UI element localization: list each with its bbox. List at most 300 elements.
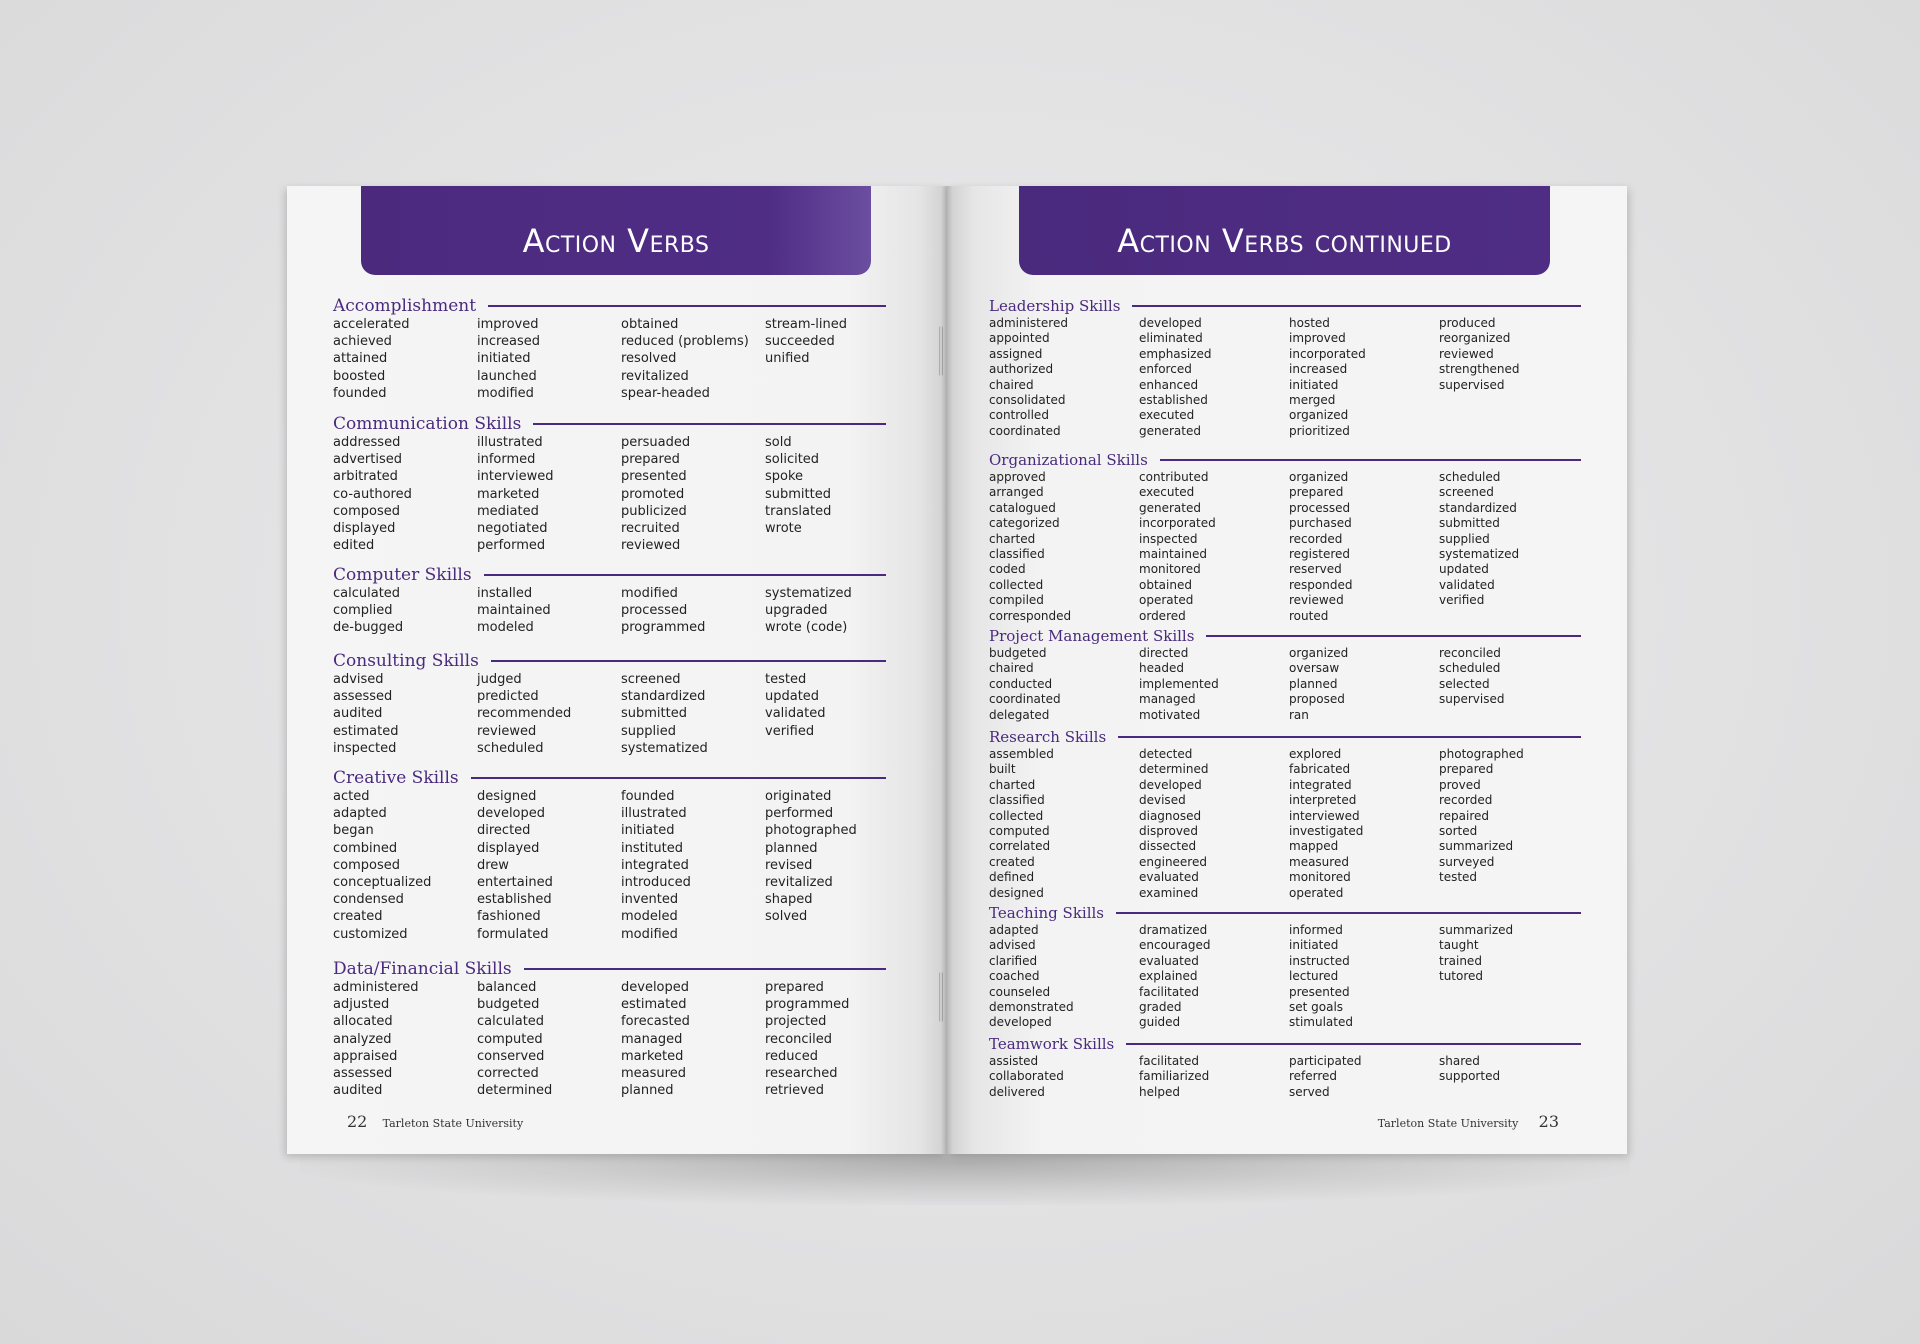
verb-item: scheduled	[477, 740, 544, 756]
verb-item: helped	[1139, 1084, 1180, 1099]
verb-item: diagnosed	[1139, 808, 1202, 823]
verb-item: charted	[989, 777, 1036, 792]
verb-item: managed	[621, 1031, 683, 1047]
verb-column	[1289, 470, 1439, 624]
section-header	[333, 651, 886, 671]
section-leadership-skills	[989, 296, 1581, 439]
verb-column	[477, 979, 621, 1099]
verb-column	[765, 585, 909, 637]
verb-item: surveyed	[1439, 854, 1495, 869]
verb-item: tested	[1439, 870, 1478, 885]
verb-item: launched	[477, 368, 537, 384]
verb-item: corresponded	[989, 608, 1072, 623]
verb-item: served	[1289, 1084, 1330, 1099]
verb-item: reviewed	[1289, 593, 1344, 608]
verb-column	[1439, 646, 1589, 723]
verb-item: resolved	[621, 351, 677, 367]
verb-column	[1289, 646, 1439, 723]
verb-item: mapped	[1289, 839, 1339, 854]
verb-item: initiated	[621, 823, 675, 839]
verb-item: verified	[1439, 593, 1485, 608]
section-header	[989, 450, 1581, 470]
verb-item: improved	[477, 317, 539, 332]
section-title: Accomplishment	[333, 296, 477, 316]
verb-column	[1139, 470, 1289, 624]
verb-item: guided	[1139, 1015, 1181, 1030]
verb-item: collected	[989, 577, 1044, 592]
section-rule	[1206, 635, 1581, 637]
verb-columns	[333, 316, 886, 402]
verb-item: designed	[989, 885, 1044, 900]
verb-item: registered	[1289, 547, 1351, 562]
verb-item: dissected	[1139, 839, 1197, 854]
verb-item: illustrated	[621, 806, 687, 822]
verb-column	[1139, 747, 1289, 901]
verb-item: modified	[621, 586, 678, 601]
verb-item: calculated	[333, 586, 401, 601]
verb-column	[621, 788, 765, 943]
section-rule	[471, 777, 886, 779]
verb-columns	[989, 923, 1581, 1031]
verb-item: summarized	[1439, 839, 1514, 854]
verb-item: consolidated	[989, 393, 1066, 408]
verb-item: wrote (code)	[765, 620, 848, 636]
verb-item: ran	[1289, 707, 1309, 722]
verb-item: submitted	[621, 706, 687, 722]
section-teamwork-skills	[989, 1034, 1581, 1100]
verb-item: marketed	[477, 486, 540, 502]
verb-item: reduced (problems)	[621, 334, 749, 350]
verb-item: customized	[333, 926, 408, 942]
section-rule	[524, 968, 886, 970]
verb-item: engineered	[1139, 854, 1207, 869]
verb-item: shared	[1439, 1054, 1480, 1068]
verb-item: supplied	[621, 723, 676, 739]
section-title: Leadership Skills	[989, 297, 1121, 315]
right-page	[947, 186, 1627, 1154]
verb-item: recommended	[477, 706, 572, 722]
verb-item: obtained	[621, 317, 679, 332]
section-rule	[1132, 305, 1581, 307]
verb-item: integrated	[1289, 777, 1352, 792]
verb-item: budgeted	[477, 997, 540, 1013]
section-rule	[1160, 459, 1581, 461]
verb-item: contributed	[1139, 470, 1209, 484]
verb-item: arranged	[989, 485, 1044, 500]
verb-item: addressed	[333, 435, 401, 450]
left-header-title: Action Verbs	[522, 221, 710, 260]
verb-item: chaired	[989, 661, 1034, 676]
verb-column	[477, 585, 621, 637]
verb-column	[989, 470, 1139, 624]
verb-item: created	[333, 909, 383, 925]
verb-item: prepared	[621, 452, 680, 468]
verb-item: processed	[621, 603, 688, 619]
verb-item: examined	[1139, 885, 1199, 900]
verb-item: conceptualized	[333, 875, 432, 891]
verb-item: administered	[333, 980, 419, 995]
verb-item: reserved	[1289, 562, 1342, 577]
verb-item: adapted	[333, 806, 387, 822]
verb-item: developed	[1139, 777, 1202, 792]
section-communication-skills	[333, 414, 886, 554]
verb-item: systematized	[1439, 547, 1520, 562]
verb-item: disproved	[1139, 824, 1198, 839]
verb-item: standardized	[1439, 500, 1517, 515]
verb-column	[765, 434, 909, 554]
verb-item: estimated	[621, 997, 687, 1013]
section-title: Teamwork Skills	[989, 1035, 1115, 1053]
verb-item: merged	[1289, 393, 1336, 408]
verb-item: updated	[765, 689, 820, 705]
verb-item: acted	[333, 789, 370, 804]
verb-item: clarified	[989, 953, 1038, 968]
verb-item: displayed	[333, 521, 396, 537]
verb-item: reviewed	[1439, 346, 1494, 361]
verb-item: achieved	[333, 334, 392, 350]
verb-item: assigned	[989, 346, 1043, 361]
verb-column	[621, 434, 765, 554]
verb-item: audited	[333, 706, 383, 722]
verb-item: established	[477, 892, 552, 908]
section-organizational-skills	[989, 450, 1581, 624]
verb-item: displayed	[477, 840, 540, 856]
verb-item: planned	[1289, 676, 1338, 691]
verb-column	[333, 585, 477, 637]
verb-item: approved	[989, 470, 1046, 484]
verb-item: combined	[333, 840, 398, 856]
verb-item: allocated	[333, 1014, 393, 1030]
verb-item: succeeded	[765, 334, 835, 350]
verb-item: solicited	[765, 452, 820, 468]
verb-columns	[989, 316, 1581, 439]
verb-column	[989, 923, 1139, 1031]
verb-item: directed	[477, 823, 531, 839]
verb-item: appointed	[989, 331, 1050, 346]
verb-columns	[333, 979, 886, 1099]
verb-column	[621, 671, 765, 757]
verb-item: emphasized	[1139, 346, 1212, 361]
verb-item: adjusted	[333, 997, 390, 1013]
section-project-management-skills	[989, 626, 1581, 723]
verb-item: obtained	[1139, 577, 1192, 592]
section-title: Data/Financial Skills	[333, 959, 512, 979]
section-header	[989, 903, 1581, 923]
booklet-shadow	[300, 1145, 1630, 1205]
verb-item: supervised	[1439, 692, 1505, 707]
verb-item: retrieved	[765, 1083, 825, 1099]
verb-item: judged	[477, 672, 522, 687]
section-title: Research Skills	[989, 728, 1107, 746]
verb-item: assembled	[989, 747, 1054, 761]
verb-item: executed	[1139, 485, 1195, 500]
verb-item: spoke	[765, 469, 804, 485]
verb-item: defined	[989, 870, 1035, 885]
verb-item: forecasted	[621, 1014, 690, 1030]
verb-item: standardized	[621, 689, 706, 705]
verb-item: detected	[1139, 747, 1193, 761]
verb-item: administered	[989, 316, 1068, 330]
verb-item: prepared	[1439, 762, 1494, 777]
verb-columns	[333, 434, 886, 554]
verb-item: illustrated	[477, 435, 543, 450]
verb-item: sold	[765, 435, 792, 450]
verb-item: fabricated	[1289, 762, 1351, 777]
left-page	[287, 186, 947, 1154]
verb-item: upgraded	[765, 603, 828, 619]
verb-item: promoted	[621, 486, 685, 502]
verb-item: instituted	[621, 840, 684, 856]
verb-item: evaluated	[1139, 870, 1199, 885]
section-header	[989, 1034, 1581, 1054]
verb-item: submitted	[1439, 516, 1500, 531]
verb-column	[1139, 646, 1289, 723]
verb-item: coordinated	[989, 692, 1061, 707]
verb-item: tested	[765, 672, 807, 687]
verb-item: generated	[1139, 500, 1201, 515]
verb-item: prioritized	[1289, 423, 1350, 438]
section-header	[333, 959, 886, 979]
verb-item: classified	[989, 547, 1045, 562]
verb-column	[765, 671, 909, 757]
verb-item: modeled	[477, 620, 534, 636]
verb-item: initiated	[477, 351, 531, 367]
verb-item: oversaw	[1289, 661, 1340, 676]
verb-item: prepared	[765, 980, 824, 995]
verb-item: conserved	[477, 1048, 545, 1064]
verb-column	[333, 788, 477, 943]
verb-item: ordered	[1139, 608, 1186, 623]
verb-item: programmed	[621, 620, 706, 636]
verb-item: chaired	[989, 377, 1034, 392]
verb-item: coached	[989, 969, 1040, 984]
verb-item: maintained	[1139, 547, 1207, 562]
verb-item: implemented	[1139, 676, 1219, 691]
verb-item: photographed	[765, 823, 857, 839]
verb-item: enforced	[1139, 362, 1192, 377]
verb-item: facilitated	[1139, 1054, 1199, 1068]
verb-item: systematized	[765, 586, 852, 601]
verb-item: familiarized	[1139, 1069, 1210, 1084]
verb-column	[1289, 923, 1439, 1031]
verb-item: increased	[1289, 362, 1348, 377]
verb-item: adapted	[989, 923, 1039, 937]
verb-item: explained	[1139, 969, 1198, 984]
verb-column	[989, 1054, 1139, 1100]
verb-item: validated	[765, 706, 826, 722]
verb-item: proposed	[1289, 692, 1345, 707]
verb-item: performed	[477, 538, 546, 554]
verb-item: began	[333, 823, 374, 839]
verb-item: originated	[765, 789, 832, 804]
section-rule	[1126, 1043, 1581, 1045]
verb-item: coded	[989, 562, 1026, 577]
verb-item: installed	[477, 586, 533, 601]
verb-item: assessed	[333, 689, 393, 705]
verb-item: instructed	[1289, 953, 1350, 968]
verb-column	[1139, 316, 1289, 439]
verb-columns	[989, 646, 1581, 723]
verb-item: collaborated	[989, 1069, 1064, 1084]
verb-item: computed	[989, 824, 1050, 839]
verb-item: de-bugged	[333, 620, 404, 636]
section-header	[333, 296, 886, 316]
section-title: Creative Skills	[333, 768, 459, 788]
verb-item: hosted	[1289, 316, 1330, 330]
verb-item: balanced	[477, 980, 537, 995]
section-title: Consulting Skills	[333, 651, 479, 671]
verb-item: corrected	[477, 1066, 539, 1082]
verb-column	[333, 671, 477, 757]
verb-item: collected	[989, 808, 1044, 823]
verb-item: proved	[1439, 777, 1481, 792]
verb-item: revitalized	[765, 875, 833, 891]
verb-item: supported	[1439, 1069, 1501, 1084]
verb-item: introduced	[621, 875, 691, 891]
verb-item: inspected	[333, 740, 397, 756]
verb-item: performed	[765, 806, 834, 822]
verb-item: advised	[333, 672, 384, 687]
verb-item: publicized	[621, 503, 687, 519]
verb-item: negotiated	[477, 521, 548, 537]
staple-top	[939, 326, 943, 376]
section-teaching-skills	[989, 903, 1581, 1031]
verb-item: recorded	[1289, 531, 1343, 546]
verb-item: graded	[1139, 1000, 1182, 1015]
verb-item: complied	[333, 603, 393, 619]
verb-item: modified	[621, 926, 678, 942]
verb-item: arbitrated	[333, 469, 398, 485]
verb-item: investigated	[1289, 824, 1364, 839]
verb-item: operated	[1289, 885, 1344, 900]
verb-item: measured	[1289, 854, 1349, 869]
verb-item: classified	[989, 793, 1045, 808]
verb-column	[989, 646, 1139, 723]
verb-column	[989, 747, 1139, 901]
verb-item: assisted	[989, 1054, 1039, 1068]
verb-column	[477, 671, 621, 757]
verb-item: systematized	[621, 740, 708, 756]
verb-item: interviewed	[1289, 808, 1360, 823]
verb-item: responded	[1289, 577, 1353, 592]
verb-item: stimulated	[1289, 1015, 1353, 1030]
verb-item: computed	[477, 1031, 543, 1047]
verb-item: organized	[1289, 408, 1349, 423]
verb-item: organized	[1289, 646, 1349, 660]
verb-item: supervised	[1439, 377, 1505, 392]
verb-item: condensed	[333, 892, 404, 908]
verb-item: photographed	[1439, 747, 1524, 761]
verb-column	[333, 434, 477, 554]
verb-item: researched	[765, 1066, 838, 1082]
left-header-tab	[361, 186, 871, 275]
verb-item: facilitated	[1139, 984, 1199, 999]
verb-item: managed	[1139, 692, 1196, 707]
staple-bottom	[939, 972, 943, 1022]
verb-item: programmed	[765, 997, 850, 1013]
verb-item: marketed	[621, 1048, 684, 1064]
verb-item: created	[989, 854, 1035, 869]
right-footer-name: Tarleton State University	[1377, 1117, 1519, 1130]
verb-item: planned	[621, 1083, 674, 1099]
verb-item: monitored	[1139, 562, 1201, 577]
verb-item: increased	[477, 334, 541, 350]
verb-item: repaired	[1439, 808, 1490, 823]
left-footer	[347, 1112, 523, 1131]
verb-item: appraised	[333, 1048, 398, 1064]
verb-item: devised	[1139, 793, 1186, 808]
verb-item: built	[989, 762, 1016, 777]
verb-item: demonstrated	[989, 1000, 1074, 1015]
verb-item: presented	[621, 469, 687, 485]
verb-column	[333, 316, 477, 402]
verb-item: drew	[477, 857, 509, 873]
left-page-number: 22	[347, 1112, 368, 1131]
verb-item: controlled	[989, 408, 1049, 423]
verb-item: presented	[1289, 984, 1350, 999]
left-footer-name: Tarleton State University	[382, 1117, 524, 1130]
verb-item: modified	[477, 385, 534, 401]
verb-item: motivated	[1139, 707, 1201, 722]
verb-item: screened	[621, 672, 681, 687]
verb-item: taught	[1439, 938, 1479, 953]
verb-item: monitored	[1289, 870, 1351, 885]
verb-item: incorporated	[1289, 346, 1366, 361]
verb-item: revitalized	[621, 368, 689, 384]
verb-column	[765, 316, 909, 402]
section-research-skills	[989, 727, 1581, 901]
verb-item: enhanced	[1139, 377, 1199, 392]
verb-item: calculated	[477, 1014, 545, 1030]
verb-item: screened	[1439, 485, 1494, 500]
verb-item: purchased	[1289, 516, 1352, 531]
verb-item: selected	[1439, 676, 1490, 691]
verb-column	[1439, 470, 1589, 624]
verb-item: founded	[333, 385, 387, 401]
verb-column	[621, 316, 765, 402]
verb-column	[989, 316, 1139, 439]
verb-item: boosted	[333, 368, 386, 384]
verb-item: explored	[1289, 747, 1342, 761]
verb-item: assessed	[333, 1066, 393, 1082]
verb-item: strengthened	[1439, 362, 1520, 377]
verb-item: authorized	[989, 362, 1054, 377]
verb-item: accelerated	[333, 317, 410, 332]
verb-item: prepared	[1289, 485, 1344, 500]
verb-item: generated	[1139, 423, 1201, 438]
verb-item: eliminated	[1139, 331, 1203, 346]
right-header-tab	[1019, 186, 1550, 275]
verb-column	[1139, 923, 1289, 1031]
verb-item: unified	[765, 351, 810, 367]
verb-item: audited	[333, 1083, 383, 1099]
verb-item: conducted	[989, 676, 1053, 691]
verb-item: compiled	[989, 593, 1044, 608]
verb-item: improved	[1289, 331, 1346, 346]
verb-item: reconciled	[765, 1031, 833, 1047]
verb-item: stream-lined	[765, 317, 847, 332]
verb-item: spear-headed	[621, 385, 710, 401]
verb-item: measured	[621, 1066, 686, 1082]
verb-columns	[989, 470, 1581, 624]
verb-item: determined	[477, 1083, 553, 1099]
verb-item: counseled	[989, 984, 1051, 999]
section-accomplishment	[333, 296, 886, 402]
right-page-number: 23	[1538, 1112, 1559, 1131]
verb-item: established	[1139, 393, 1208, 408]
section-creative-skills	[333, 768, 886, 943]
verb-columns	[333, 788, 886, 943]
